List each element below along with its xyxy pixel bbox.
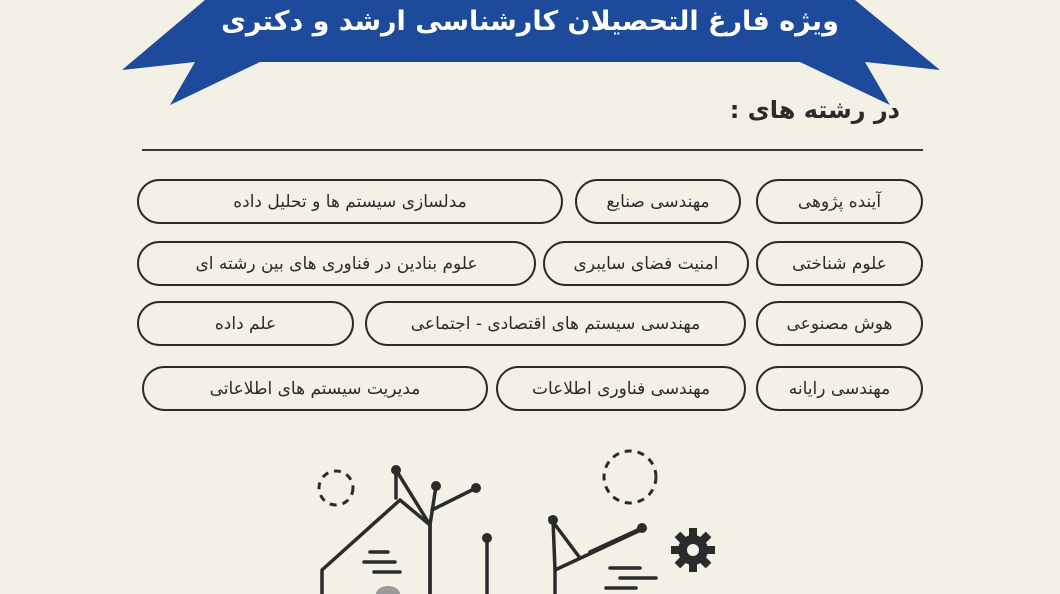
field-pill: مهندسی سیستم های اقتصادی - اجتماعی <box>365 301 746 346</box>
field-pill: مهندسی فناوری اطلاعات <box>496 366 746 411</box>
fields-heading: در رشته های : <box>729 96 900 124</box>
dashed-circle-icon <box>604 451 656 503</box>
field-pill: امنیت فضای سایبری <box>543 241 749 286</box>
banner-subtitle: ویژه فارغ التحصیلان کارشناسی ارشد و دکتری <box>221 6 839 37</box>
field-pill: مدلسازی سیستم ها و تحلیل داده <box>137 179 563 224</box>
gear-icon <box>671 528 715 572</box>
dashed-circle-icon <box>319 471 353 505</box>
field-pill: علوم بنادین در فناوری های بین رشته ای <box>137 241 536 286</box>
circuit-house-icon <box>300 440 760 594</box>
field-pill: مهندسی رایانه <box>756 366 923 411</box>
field-pill: هوش مصنوعی <box>756 301 923 346</box>
field-pill: آینده پژوهی <box>756 179 923 224</box>
divider <box>142 149 923 151</box>
field-pill: مهندسی صنایع <box>575 179 741 224</box>
field-pill: علم داده <box>137 301 354 346</box>
field-pill: مدیریت سیستم های اطلاعاتی <box>142 366 488 411</box>
field-pill: علوم شناختی <box>756 241 923 286</box>
